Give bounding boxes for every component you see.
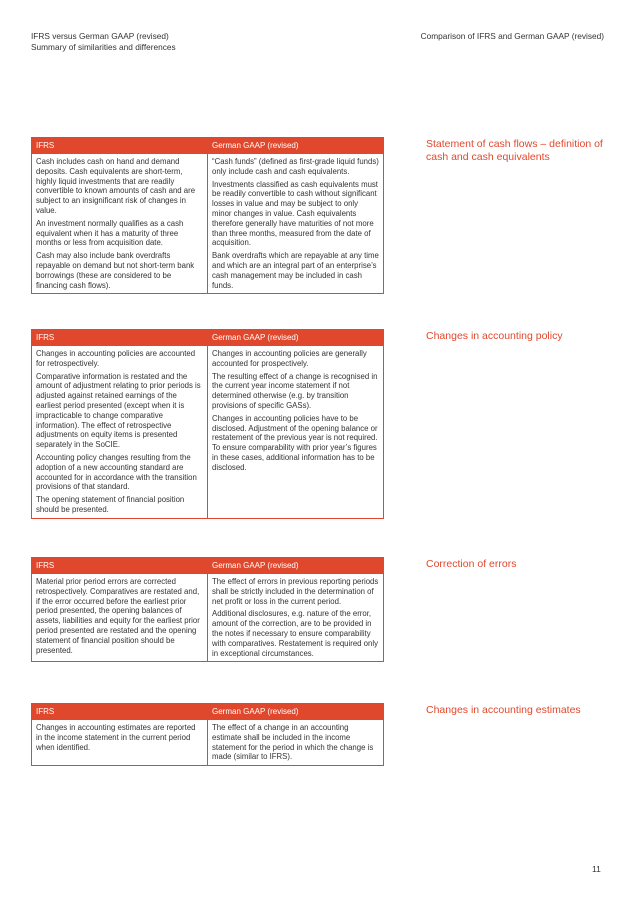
- running-header-right: Comparison of IFRS and German GAAP (revised): [420, 31, 604, 41]
- paragraph: Changes in accounting policies have to be disclosed. Adjustment of the opening balance or restatement of the previous year is not required. To ensure comparability with prior year’s figures in these cases, additional information has to be disclosed.: [212, 413, 378, 472]
- ifrs-cell: [32, 154, 208, 294]
- paragraph: Investments classified as cash equivalents must be readily convertible to cash without significant losses in value and may be subject to only minor changes in value. Cash equivalents therefore generally have maturities of not more than three months, measured from the date of acquisition.: [212, 179, 378, 248]
- paragraph: Accounting policy changes resulting from the adoption of a new accounting standard are accounted for in accordance with the transition provisions of that standard.: [36, 452, 197, 492]
- gaap-column-header: German GAAP (revised): [208, 330, 384, 346]
- paragraph: Bank overdrafts which are repayable at any time and which are an integral part of an enterprise’s cash management may be included in cash funds.: [212, 251, 379, 290]
- ifrs-column-header: IFRS: [32, 330, 208, 346]
- ifrs-cell: [32, 720, 208, 766]
- paragraph: Material prior period errors are corrected retrospectively. Comparatives are restated and, if the error occurred before the earliest prior period presented, the opening balances of assets, liabilities and equity for the earliest prior period presented are restated and the opening statement of financial position should be presented.: [36, 577, 200, 655]
- gaap-column-header: German GAAP (revised): [208, 138, 384, 154]
- paragraph: Comparative information is restated and the amount of adjustment relating to prior periods is adjusted against retained earnings of the earliest period presented (except when it is impracticable to change comparative information). The effect of retrospective adjustments on equity items is presented separately in the SoCIE.: [36, 371, 201, 450]
- page-number: 11: [592, 864, 601, 874]
- ifrs-column-header: IFRS: [32, 704, 208, 720]
- paragraph: Cash may also include bank overdrafts repayable on demand but not short-term bank borrowings (these are considered to be financing cash flows).: [36, 251, 195, 290]
- section-accounting-policy: [31, 329, 384, 519]
- paragraph: The effect of errors in previous reporting periods shall be strictly included in the determination of net profit or loss in the current period.: [212, 577, 379, 606]
- paragraph: An investment normally qualifies as a cash equivalent when it has a maturity of three months or less from acquisition date.: [36, 218, 184, 248]
- section-heading-accounting-estimates: Changes in accounting estimates: [426, 704, 581, 716]
- paragraph: The effect of a change in an accounting estimate shall be included in the income statement for the period in which the change is made (similar to IFRS).: [212, 723, 374, 762]
- ifrs-column-header: IFRS: [32, 558, 208, 574]
- paragraph: Cash includes cash on hand and demand deposits. Cash equivalents are short-term, highly liquid investments that are readily convertible to known amounts of cash and are subject to an insignificant risk of changes in value.: [36, 157, 196, 215]
- gaap-cell: [208, 574, 384, 662]
- gaap-cell: [208, 154, 384, 294]
- comparison-table: [31, 557, 384, 662]
- gaap-column-header: German GAAP (revised): [208, 558, 384, 574]
- paragraph: Additional disclosures, e.g. nature of the error, amount of the correction, are to be provided in the notes if necessary to ensure comparability with comparatives. Restatement is required only in exceptional circumstances.: [212, 609, 378, 658]
- section-heading-cash-flows: Statement of cash flows – definition of cash and cash equivalents: [426, 138, 603, 163]
- gaap-column-header: German GAAP (revised): [208, 704, 384, 720]
- document-title: IFRS versus German GAAP (revised): [31, 31, 169, 41]
- paragraph: Changes in accounting policies are generally accounted for prospectively.: [212, 349, 367, 368]
- paragraph: The resulting effect of a change is recognised in the current year income statement if not determined otherwise (e.g. by transition provisions of specific GASs).: [212, 371, 378, 410]
- comparison-table: [31, 703, 384, 766]
- section-heading-correction-of-errors: Correction of errors: [426, 558, 517, 570]
- paragraph: “Cash funds” (defined as first-grade liquid funds) only include cash and cash equivalents.: [212, 157, 379, 176]
- running-header-left: [31, 31, 176, 52]
- gaap-cell: [208, 720, 384, 766]
- ifrs-cell: [32, 574, 208, 662]
- comparison-table: [31, 137, 384, 294]
- paragraph: Changes in accounting policies are accounted for retrospectively.: [36, 349, 196, 368]
- ifrs-cell: [32, 346, 208, 519]
- section-accounting-estimates: [31, 703, 384, 766]
- section-correction-of-errors: [31, 557, 384, 662]
- ifrs-column-header: IFRS: [32, 138, 208, 154]
- gaap-cell: [208, 346, 384, 519]
- paragraph: Changes in accounting estimates are reported in the income statement in the current period when identified.: [36, 723, 196, 752]
- section-heading-accounting-policy: Changes in accounting policy: [426, 330, 563, 342]
- comparison-table: [31, 329, 384, 519]
- document-subtitle: Summary of similarities and differences: [31, 41, 176, 52]
- section-cash-flows: [31, 137, 384, 294]
- paragraph: The opening statement of financial position should be presented.: [36, 495, 185, 514]
